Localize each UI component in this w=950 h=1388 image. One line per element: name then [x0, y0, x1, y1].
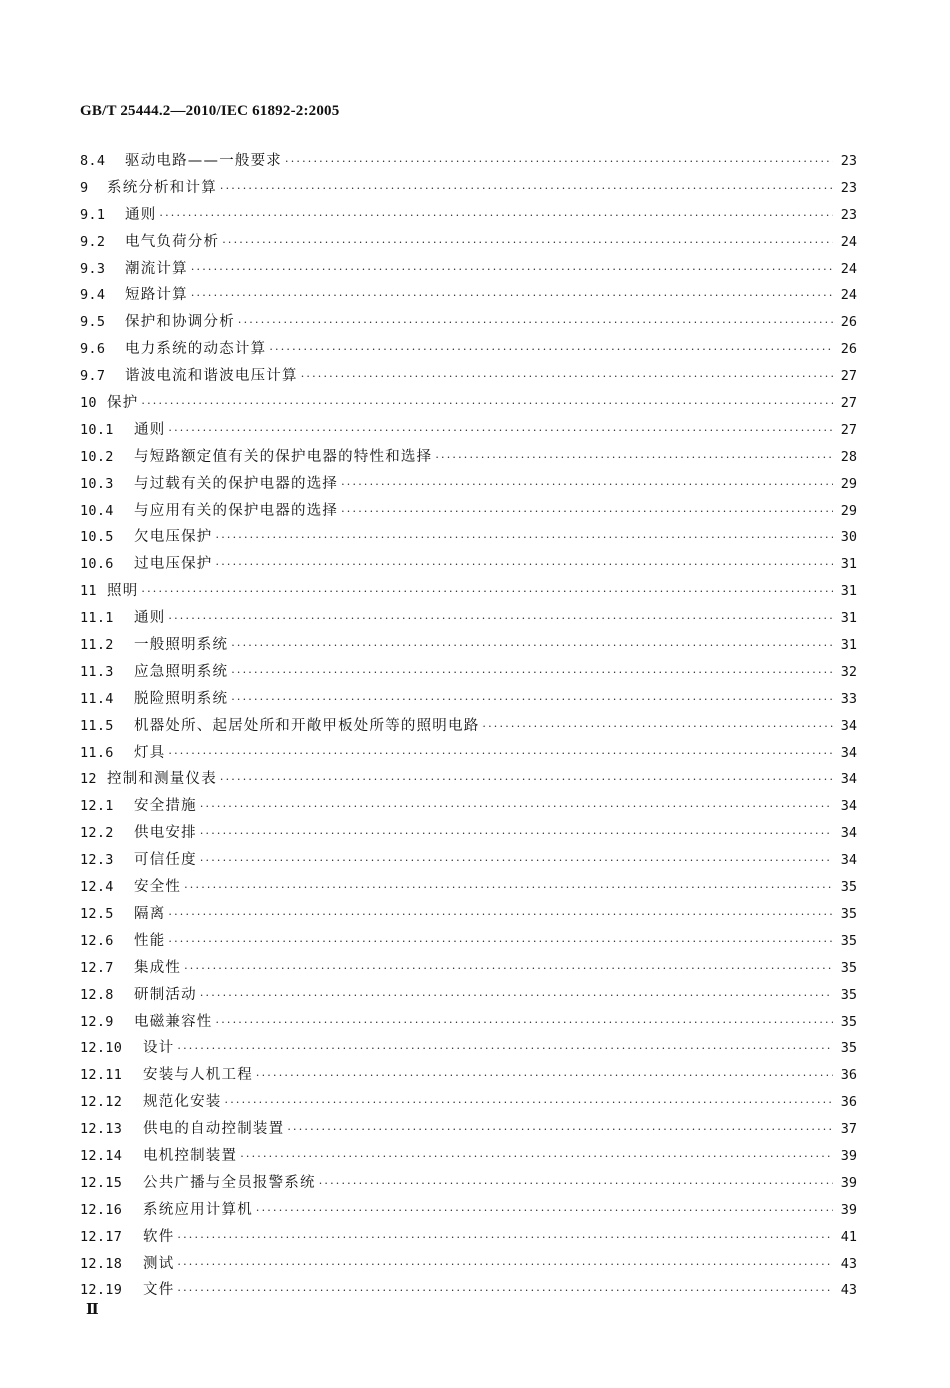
toc-dot-leader — [216, 552, 834, 579]
toc-entry-title: 驱动电路——一般要求 — [125, 153, 282, 169]
toc-entry-page: 37 — [840, 1121, 857, 1138]
toc-dot-leader — [220, 176, 833, 203]
toc-dot-leader — [269, 337, 833, 364]
toc-entry-number: 10.2 — [80, 448, 114, 465]
toc-dot-leader — [177, 1252, 833, 1279]
toc-entry-title: 测试 — [143, 1255, 175, 1272]
toc-entry-page: 35 — [840, 986, 857, 1003]
toc-entry-number: 12.14 — [80, 1147, 123, 1164]
toc-entry-number: 9.7 — [80, 368, 106, 385]
toc-entry — [80, 524, 857, 551]
toc-entry-title: 保护 — [107, 395, 139, 412]
toc-entry-page: 26 — [840, 314, 857, 331]
toc-dot-leader — [168, 902, 833, 929]
toc-entry-number: 9.3 — [80, 260, 106, 277]
toc-entry-title: 欠电压保护 — [134, 529, 213, 546]
toc-entry — [80, 793, 857, 820]
toc-entry — [80, 1277, 857, 1304]
toc-entry — [80, 1062, 857, 1089]
toc-entry-page: 24 — [840, 287, 857, 304]
toc-dot-leader — [191, 283, 833, 310]
toc-entry-title: 潮流计算 — [125, 260, 188, 277]
toc-dot-leader — [168, 929, 833, 956]
toc-entry-title: 规范化安装 — [143, 1094, 222, 1111]
toc-entry-page: 35 — [840, 1040, 857, 1057]
toc-entry — [80, 444, 857, 471]
toc-entry-title: 一般照明系统 — [134, 637, 229, 654]
toc-entry-page: 23 — [840, 153, 857, 169]
toc-entry-number: 12.11 — [80, 1067, 123, 1084]
toc-entry-page: 31 — [840, 637, 857, 654]
toc-dot-leader — [222, 230, 833, 257]
toc-entry-page: 27 — [840, 395, 857, 412]
toc-entry-title: 脱险照明系统 — [134, 690, 229, 707]
toc-entry — [80, 498, 857, 525]
toc-entry-number: 9 — [80, 179, 89, 196]
toc-entry-title: 公共广播与全员报警系统 — [143, 1174, 316, 1191]
toc-entry-number: 12.9 — [80, 1013, 114, 1030]
toc-dot-leader — [200, 848, 833, 875]
toc-dot-leader — [435, 445, 833, 472]
toc-entry — [80, 1143, 857, 1170]
toc-entry-number: 10.3 — [80, 475, 114, 492]
toc-dot-leader — [240, 1144, 833, 1171]
toc-dot-leader — [225, 1090, 834, 1117]
toc-entry-title: 谐波电流和谐波电压计算 — [125, 368, 298, 385]
toc-entry-number: 9.4 — [80, 287, 106, 304]
toc-entry-number: 11.6 — [80, 744, 114, 761]
toc-entry-page: 43 — [840, 1255, 857, 1272]
toc-entry-page: 29 — [840, 502, 857, 519]
toc-entry-title: 系统分析和计算 — [107, 179, 217, 196]
toc-entry — [80, 256, 857, 283]
toc-entry-title: 电力系统的动态计算 — [125, 341, 267, 358]
toc-entry-page: 34 — [840, 717, 857, 734]
toc-entry-title: 过电压保护 — [134, 556, 213, 573]
toc-entry-title: 与过载有关的保护电器的选择 — [134, 475, 339, 492]
toc-entry-title: 照明 — [107, 583, 139, 600]
toc-entry — [80, 551, 857, 578]
toc-entry-page: 32 — [840, 663, 857, 680]
toc-entry — [80, 282, 857, 309]
toc-dot-leader — [231, 687, 833, 714]
toc-entry-page: 29 — [840, 475, 857, 492]
toc-entry-page: 39 — [840, 1147, 857, 1164]
toc-dot-leader — [216, 1010, 834, 1037]
toc-dot-leader — [191, 257, 833, 284]
toc-entry-title: 性能 — [134, 932, 166, 949]
toc-entry-page: 36 — [840, 1094, 857, 1111]
toc-entry-number: 12.6 — [80, 932, 114, 949]
toc-entry-number: 11.4 — [80, 690, 114, 707]
toc-entry — [80, 686, 857, 713]
toc-dot-leader — [301, 364, 833, 391]
toc-entry — [80, 820, 857, 847]
toc-entry-page: 35 — [840, 905, 857, 922]
toc-entry-title: 与应用有关的保护电器的选择 — [134, 502, 339, 519]
toc-entry-title: 安装与人机工程 — [143, 1067, 253, 1084]
toc-entry-title: 电气负荷分析 — [125, 233, 220, 250]
toc-entry-number: 9.6 — [80, 341, 106, 358]
toc-entry-number: 11 — [80, 583, 97, 600]
toc-entry — [80, 740, 857, 767]
toc-entry-page: 23 — [840, 179, 857, 196]
toc-dot-leader — [200, 821, 833, 848]
toc-entry — [80, 175, 857, 202]
toc-entry — [80, 955, 857, 982]
toc-entry-number: 8.4 — [80, 153, 106, 169]
toc-entry — [80, 417, 857, 444]
toc-entry — [80, 928, 857, 955]
toc-entry-number: 12.16 — [80, 1201, 123, 1218]
toc-entry-title: 保护和协调分析 — [125, 314, 235, 331]
toc-entry-number: 12.15 — [80, 1174, 123, 1191]
toc-entry-number: 12.5 — [80, 905, 114, 922]
toc-entry-page: 27 — [840, 368, 857, 385]
toc-dot-leader — [220, 767, 833, 794]
toc-entry-title: 隔离 — [134, 905, 166, 922]
toc-entry-page: 35 — [840, 879, 857, 896]
toc-entry-number: 12.4 — [80, 879, 114, 896]
toc-entry — [80, 901, 857, 928]
toc-entry-number: 12.10 — [80, 1040, 123, 1057]
toc-dot-leader — [238, 310, 833, 337]
toc-entry — [80, 659, 857, 686]
toc-entry-page: 39 — [840, 1174, 857, 1191]
toc-entry — [80, 309, 857, 336]
toc-dot-leader — [256, 1198, 833, 1225]
toc-entry-page: 24 — [840, 260, 857, 277]
toc-entry — [80, 982, 857, 1009]
toc-entry — [80, 1009, 857, 1036]
toc-entry-title: 机器处所、起居处所和开敞甲板处所等的照明电路 — [134, 717, 480, 734]
toc-entry — [80, 605, 857, 632]
toc-dot-leader — [200, 794, 833, 821]
toc-entry-page: 33 — [840, 690, 857, 707]
toc-dot-leader — [200, 983, 833, 1010]
toc-dot-leader — [285, 149, 833, 176]
toc-entry-title: 应急照明系统 — [134, 663, 229, 680]
toc-entry-title: 电机控制装置 — [143, 1147, 238, 1164]
toc-entry-title: 短路计算 — [125, 287, 188, 304]
toc-entry-page: 41 — [840, 1228, 857, 1245]
toc-entry-page: 31 — [840, 610, 857, 627]
toc-dot-leader — [177, 1278, 833, 1305]
toc-entry — [80, 874, 857, 901]
toc-entry-number: 9.2 — [80, 233, 106, 250]
toc-entry-page: 35 — [840, 1013, 857, 1030]
toc-entry-title: 通则 — [125, 206, 157, 223]
toc-dot-leader — [168, 418, 833, 445]
toc-entry-number: 9.5 — [80, 314, 106, 331]
toc-entry-number: 11.5 — [80, 717, 114, 734]
toc-dot-leader — [319, 1171, 833, 1198]
toc-entry — [80, 471, 857, 498]
toc-entry-page: 34 — [840, 825, 857, 842]
toc-entry-title: 控制和测量仪表 — [107, 771, 217, 788]
toc-entry-page: 24 — [840, 233, 857, 250]
toc-entry — [80, 1116, 857, 1143]
toc-entry-page: 36 — [840, 1067, 857, 1084]
toc-dot-leader — [168, 606, 833, 633]
toc-entry-page: 31 — [840, 583, 857, 600]
toc-dot-leader — [216, 525, 834, 552]
toc-entry-number: 12.3 — [80, 852, 114, 869]
toc-entry — [80, 1197, 857, 1224]
toc-entry-page: 34 — [840, 771, 857, 788]
toc-entry — [80, 578, 857, 605]
toc-entry-number: 12.7 — [80, 959, 114, 976]
toc-entry-page: 34 — [840, 744, 857, 761]
toc-dot-leader — [184, 956, 833, 983]
toc-entry-page: 30 — [840, 529, 857, 546]
toc-dot-leader — [287, 1117, 833, 1144]
toc-entry-number: 12.12 — [80, 1094, 123, 1111]
toc-entry-number: 12.18 — [80, 1255, 123, 1272]
toc-entry-number: 11.3 — [80, 663, 114, 680]
toc-dot-leader — [177, 1225, 833, 1252]
standard-code-header: GB/T 25444.2—2010/IEC 61892-2:2005 — [80, 103, 340, 119]
toc-entry-number: 12.1 — [80, 798, 114, 815]
toc-entry-page: 39 — [840, 1201, 857, 1218]
toc-entry-number: 12.19 — [80, 1282, 123, 1299]
toc-entry-title: 安全措施 — [134, 798, 197, 815]
toc-entry-page: 35 — [840, 932, 857, 949]
toc-entry-number: 10.6 — [80, 556, 114, 573]
toc-entry-title: 通则 — [134, 610, 166, 627]
toc-entry — [80, 632, 857, 659]
toc-entry-title: 供电的自动控制装置 — [143, 1121, 285, 1138]
toc-dot-leader — [141, 579, 833, 606]
toc-entry-number: 12.13 — [80, 1121, 123, 1138]
toc-entry-title: 安全性 — [134, 879, 182, 896]
toc-entry-page: 34 — [840, 852, 857, 869]
toc-entry-number: 10.4 — [80, 502, 114, 519]
toc-entry-page: 35 — [840, 959, 857, 976]
toc-dot-leader — [231, 633, 833, 660]
toc-dot-leader — [141, 391, 833, 418]
toc-entry-title: 电磁兼容性 — [134, 1013, 213, 1030]
toc-dot-leader — [482, 714, 833, 741]
toc-entry-number: 12.8 — [80, 986, 114, 1003]
toc-dot-leader — [231, 660, 833, 687]
toc-entry-title: 灯具 — [134, 744, 166, 761]
toc-entry-title: 系统应用计算机 — [143, 1201, 253, 1218]
toc-entry-title: 与短路额定值有关的保护电器的特性和选择 — [134, 448, 433, 465]
toc-entry-number: 11.2 — [80, 637, 114, 654]
toc-entry-title: 研制活动 — [134, 986, 197, 1003]
toc-entry-page: 28 — [840, 448, 857, 465]
toc-entry — [80, 1035, 857, 1062]
toc-entry — [80, 390, 857, 417]
toc-entry-title: 设计 — [143, 1040, 175, 1057]
toc-entry — [80, 1251, 857, 1278]
toc-entry-page: 43 — [840, 1282, 857, 1299]
toc-entry-number: 10 — [80, 395, 97, 412]
toc-dot-leader — [177, 1036, 833, 1063]
toc-entry — [80, 336, 857, 363]
toc-dot-leader — [341, 499, 833, 526]
toc-entry-title: 集成性 — [134, 959, 182, 976]
toc-entry — [80, 1170, 857, 1197]
toc-entry — [80, 1089, 857, 1116]
toc-entry-page: 27 — [840, 421, 857, 438]
toc-entry-page: 23 — [840, 206, 857, 223]
toc-entry — [80, 713, 857, 740]
toc-entry-number: 12.2 — [80, 825, 114, 842]
toc-entry-title: 可信任度 — [134, 852, 197, 869]
toc-entry — [80, 1224, 857, 1251]
toc-entry-title: 供电安排 — [134, 825, 197, 842]
toc-entry-number: 10.5 — [80, 529, 114, 546]
toc-entry-number: 12.17 — [80, 1228, 123, 1245]
toc-entry-title: 软件 — [143, 1228, 175, 1245]
toc-entry-number: 9.1 — [80, 206, 106, 223]
toc-entry-page: 34 — [840, 798, 857, 815]
toc-entry — [80, 766, 857, 793]
toc-entry-title: 文件 — [143, 1282, 175, 1299]
toc-entry — [80, 202, 857, 229]
toc-entry-number: 10.1 — [80, 421, 114, 438]
toc-dot-leader — [184, 875, 833, 902]
toc-dot-leader — [341, 472, 833, 499]
toc-entry-number: 11.1 — [80, 610, 114, 627]
page-number: Ⅱ — [86, 1302, 99, 1318]
toc-entry-title: 通则 — [134, 421, 166, 438]
toc-entry — [80, 363, 857, 390]
toc-entry — [80, 847, 857, 874]
toc-dot-leader — [168, 741, 833, 768]
toc-entry-number: 12 — [80, 771, 97, 788]
toc-dot-leader — [159, 203, 833, 230]
toc-entry — [80, 229, 857, 256]
toc-entry-page: 26 — [840, 341, 857, 358]
toc-entry-page: 31 — [840, 556, 857, 573]
toc-dot-leader — [256, 1063, 833, 1090]
table-of-contents — [80, 148, 857, 1304]
toc-entry — [80, 148, 857, 175]
